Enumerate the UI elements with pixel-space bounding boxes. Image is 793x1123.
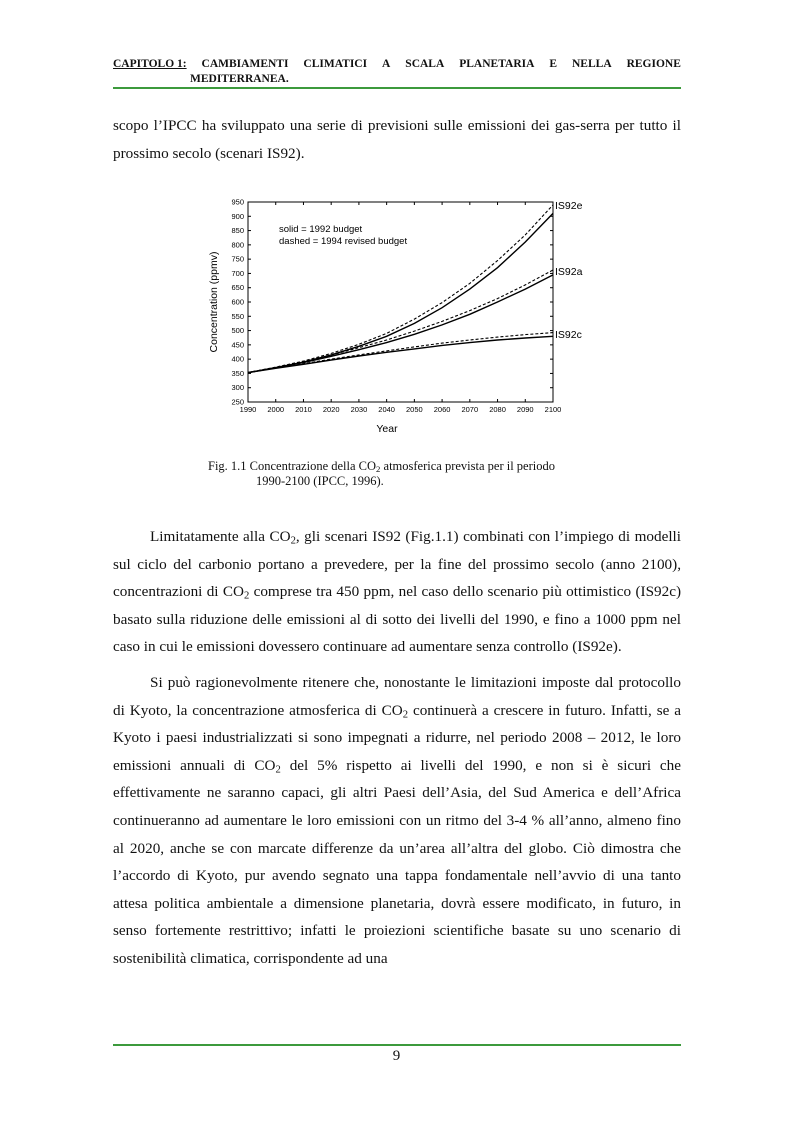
co2-chart: [205, 194, 585, 436]
x-tick-label: 1990: [239, 405, 257, 414]
x-axis-label: Year: [376, 423, 398, 435]
y-tick-label: 900: [231, 211, 244, 221]
series-line-is92a-solid: [248, 275, 553, 373]
running-header-line2: MEDITERRANEA.: [190, 73, 289, 85]
y-tick-label: 850: [231, 226, 244, 236]
x-tick-label: 2100: [544, 405, 562, 414]
header-word: CAMBIAMENTI: [201, 58, 289, 70]
header-word: REGIONE: [626, 58, 681, 70]
series-line-is92c-solid: [248, 336, 553, 372]
x-tick-label: 2080: [489, 405, 506, 414]
x-tick-label: 2010: [295, 405, 312, 414]
y-axis-label: Concentration (ppmv): [208, 251, 220, 353]
header-word: E: [549, 58, 558, 70]
paragraph-spacer: [113, 661, 681, 669]
intro-paragraph: [113, 112, 681, 167]
y-tick-label: 650: [231, 283, 244, 293]
paragraph-1: Limitatamente alla $CO_2$, gli scenari IS92 (Fig.1.1) combinati con l’impiego di modelli sul ciclo del carbonio portano a prevedere, per la fine del prossimo secolo (anno 2100), concentrazioni di $CO_2$ comprese tra 450 ppm, nel caso dello scenario più ottimistico (IS92c) basato sulla riduzione delle emissioni al di sotto dei livelli del 1990, e fino a 1000 ppm nel caso in cui le emissioni dovessero continuare ad aumentare senza controllo (IS92e).: [113, 528, 682, 656]
x-tick-label: 2040: [378, 405, 395, 414]
intro-text: scopo l’IPCC ha sviluppato una serie di previsioni sulle emissioni dei gas-serra per tutto il prossimo secolo (scenari IS92).: [113, 117, 681, 162]
paragraph-2: Si può ragionevolmente ritenere che, nonostante le limitazioni imposte dal protocollo di Kyoto, la concentrazione atmosferica di $CO_2$ continuerà a crescere in futuro. Infatti, se a Kyoto i paesi industrializzati si sono impegnati a ridurre, nel periodo 2008 – 2012, le loro emissioni annuali di $CO_2$ del 5% rispetto ai livelli del 1990, e non si è sicuri che effettivamente ne saranno capaci, gli altri Paesi dell’Asia, del Sud America e dell’Africa continueranno ad aumentare le loro emissioni con un ritmo del 3-4 % all’anno, almeno fino al 2020, anche se con marcate differenze da un’area all’altra del globo. Ciò dimostra che l’accordo di Kyoto, pur avendo segnato una tappa fondamentale nell’avvio di una tanto attesa politica ambientale a dimensione planetaria, dovrà essere modificato, in futuro, in senso fortemente restrittivo; infatti le proiezioni scientifiche basate su uno scenario di sostenibilità climatica, corrispondente ad una: [113, 673, 682, 967]
series-line-is92a-dashed: [248, 270, 553, 373]
header-word: CLIMATICI: [303, 58, 368, 70]
body-paragraphs: [113, 523, 681, 973]
x-tick-label: 2070: [461, 405, 479, 414]
y-tick-label: 400: [231, 354, 244, 364]
y-tick-label: 350: [231, 368, 244, 378]
running-header-line1: [113, 57, 681, 72]
x-tick-label: 2090: [516, 405, 534, 414]
footer-rule: [113, 1044, 681, 1046]
y-tick-label: 500: [231, 326, 244, 336]
y-tick-label: 800: [231, 240, 244, 250]
header-word: SCALA: [405, 58, 445, 70]
y-tick-label: 550: [231, 311, 244, 321]
annotation-is92a: IS92a: [555, 266, 583, 278]
y-tick-label: 450: [231, 340, 244, 350]
annotation-is92e: IS92e: [555, 200, 583, 212]
y-tick-label: 600: [231, 297, 244, 307]
caption-line2: 1990-2100 (IPCC, 1996).: [256, 474, 384, 488]
header-rule: [113, 87, 681, 89]
x-tick-label: 2020: [322, 405, 340, 414]
y-tick-label: 700: [231, 268, 244, 278]
header-word: PLANETARIA: [459, 58, 535, 70]
page-number: 9: [392, 1048, 401, 1064]
x-tick-label: 2060: [433, 405, 451, 414]
y-tick-label: 250: [231, 397, 244, 407]
chart-svg: [205, 194, 585, 436]
chapter-label: CAPITOLO 1:: [113, 58, 187, 70]
x-tick-label: 2050: [406, 405, 423, 414]
x-tick-label: 2030: [350, 405, 368, 414]
figure-caption: [208, 459, 628, 489]
caption-line1: Fig. 1.1 Concentrazione della $CO_2$ atmosferica prevista per il periodo: [208, 459, 555, 475]
y-tick-label: 750: [231, 254, 244, 264]
header-word: A: [382, 58, 391, 70]
y-tick-label: 300: [231, 383, 244, 393]
annotation-is92c: IS92c: [555, 329, 582, 341]
header-word: NELLA: [572, 58, 612, 70]
legend-dashed: dashed = 1994 revised budget: [279, 236, 408, 247]
y-tick-label: 950: [231, 197, 244, 207]
legend-solid: solid = 1992 budget: [279, 224, 363, 235]
running-header: [113, 57, 681, 87]
x-tick-label: 2000: [267, 405, 285, 414]
